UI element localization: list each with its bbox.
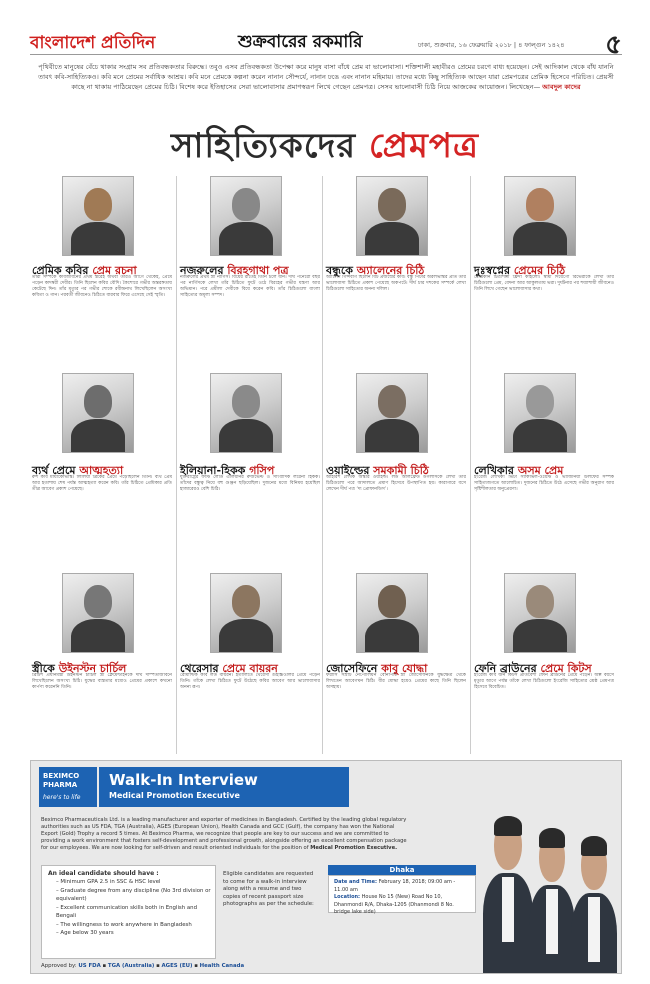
headline-part-1: থেরেসার bbox=[180, 662, 219, 675]
newspaper-logo: বাংলাদেশ প্রতিদিন bbox=[30, 33, 156, 53]
approvals: Approved by: US FDA ▪ TGA (Australia) ▪ AGES (EU) ▪ Health Canada bbox=[41, 963, 245, 969]
article-body: ইংরেজ লেখিকা ভিটা স্যাকভিল-ওয়েস্ট ও ভার্জিনিয়া উলফের সম্পর্ক সাহিত্যজগতে আলোচিত। দুজনের চিঠিতে উঠে এসেছে গভীর অনুরাগ আর সৃষ্টিশীলতার অনুপ্রেরণা। bbox=[474, 475, 614, 492]
requirement-item: – Graduate degree from any discipline (No 3rd division or equivalent) bbox=[56, 887, 215, 904]
date-label: Date and Time: bbox=[334, 879, 378, 885]
approved-label: Approved by: bbox=[41, 963, 77, 969]
ad-person-photo bbox=[529, 823, 575, 974]
headline-part-2: প্রেমে কিটস bbox=[540, 662, 592, 675]
headline-part-2: সমকামী চিঠি bbox=[373, 464, 429, 477]
headline-part-1: নজরুলের bbox=[180, 264, 224, 277]
venue-city: Dhaka bbox=[328, 865, 476, 875]
requirement-item: – The willingness to work anywhere in Bangladesh bbox=[56, 921, 215, 930]
date-value: February 18, 2018; 09:00 am - 11.00 am bbox=[334, 879, 456, 893]
title-part-1: সাহিত্যিকদের bbox=[171, 126, 357, 166]
headline-part-1: স্ত্রীকে bbox=[32, 662, 55, 675]
portrait-photo bbox=[62, 373, 134, 453]
logo-line-2: PHARMA bbox=[43, 781, 78, 789]
venue-box bbox=[328, 875, 476, 913]
requirement-item: – Minimum GPA 2.5 in SSC & HSC level bbox=[56, 878, 215, 887]
portrait-photo bbox=[210, 176, 282, 256]
ad-body bbox=[41, 817, 409, 852]
headline-part-1: বন্ধুকে bbox=[326, 264, 353, 277]
portrait-photo bbox=[356, 573, 428, 653]
title-part-2: প্রেমপত্র bbox=[368, 126, 479, 166]
candidate-box bbox=[41, 865, 216, 959]
headline-part-2: প্রেমের চিঠি bbox=[513, 264, 566, 277]
agency-health-canada: Health Canada bbox=[199, 963, 245, 969]
article-body: নজরুলের প্রথম স্ত্রী নার্গিস। বিয়ের রাতেই তিনি চলে যান। দীর্ঘ পনেরো বছর পর নার্গিসকে লেখা তাঁর চিঠিতে ফুটে ওঠে বিরহের গভীর যন্ত্রণা আর অভিমান। পরে প্রমীলা দেবীকে বিয়ে করেন কবি। তাঁর চিঠিগুলো বাংলা সাহিত্যের অমূল্য সম্পদ। bbox=[180, 275, 320, 298]
masthead bbox=[30, 28, 622, 60]
column-divider bbox=[470, 176, 471, 754]
ad-position: Medical Promotion Executive. bbox=[310, 845, 398, 851]
author-name: আবদুল কাদের bbox=[542, 83, 581, 91]
column-divider bbox=[322, 176, 323, 754]
portrait-photo bbox=[504, 573, 576, 653]
article-body: ফরাসি সম্রাট নেপোলিয়ন বোনাপার্ট স্ত্রী জোসেফিনকে যুদ্ধক্ষেত্র থেকে লিখতেন আবেগঘন চিঠি। বীর যোদ্ধা হয়েও প্রেমের কাছে তিনি ছিলেন অসহায়। bbox=[326, 673, 466, 690]
headline-part-2: প্রেম রচনা bbox=[92, 264, 137, 277]
headline-part-2: গসিপ bbox=[249, 464, 275, 477]
intro-text: পৃথিবীতে মানুষের বেঁচে থাকার সংগ্রাম সব প্রতিবন্ধকতার বিরুদ্ধে। তবুও এসব প্রতিবন্ধকতা উপেক্ষা করে মানুষ বাসা বাঁধে প্রেম বা ভালোবাসা। শক্তিশালী মহাবীরও প্রেমের চরণে বাধ্য হয়েছেন। সেই আদিকাল থেকে বাঁধ যাননি তাবৎ কবি-সাহিত্যিকও। কবি মনে প্রেমের সর্বাধিক আশ্রয়। কবি মনে প্রেমকে কল্পনা করেন নানান সৌন্দর্যে, নানান ঢঙে এবং নানান মহিমায়। তাদের মধ্যে কিছু সাহিত্যিক আছেন যারা প্রেমপত্রের প্রেমিক হিসেবে পরিচিত। প্রেয়সী কাছে না থাকায় পাঠিয়েছেন প্রেমের চিঠি। বিশেষ করে ইতিহাসের সেরা ভালোবাসার প্রমাণস্বরূপ লিখে গেছেন প্রেমপত্র। সেসব ভালোবাসী চিঠি নিয়ে আজকের আয়োজন। লিখেছেন— bbox=[38, 63, 614, 91]
portrait-photo bbox=[62, 176, 134, 256]
headline-part-2: বিরহগাথা পত্র bbox=[227, 264, 289, 277]
location-value: House No 15 (New) Road No 10, Dhanmondi R/A, Dhaka-1205 (Dhanmondi 8 No. bridge lake side) bbox=[334, 894, 454, 915]
headline-part-2: অসম প্রেম bbox=[517, 464, 564, 477]
intro-paragraph bbox=[32, 62, 620, 92]
page-number: ৫ bbox=[605, 30, 622, 60]
ad-subheading: Medical Promotion Executive bbox=[109, 791, 240, 800]
headline-part-2: উইনস্টন চার্চিল bbox=[58, 662, 127, 675]
logo-tagline: here's to life bbox=[43, 794, 81, 801]
article-body: রুশ কবি মায়াকোভস্কি। লিলিয়া ব্রিকের প্রেমে পড়েছিলেন তিনি। ব্যর্থ প্রেম আর হতাশায় শেষ পর্যন্ত আত্মহত্যা করেন কবি। তাঁর চিঠিতে প্রেমিকার প্রতি তীব্র আবেগ প্রকাশ পেয়েছে। bbox=[32, 475, 172, 492]
headline-part-1: দুঃস্বপ্নের bbox=[474, 264, 511, 277]
feature-title bbox=[0, 120, 650, 177]
dateline: ঢাকা, শুক্রবার, ১৬ ফেব্রুয়ারি ২০১৮ | ৪ ফাল্গুন ১৪২৪ bbox=[418, 41, 565, 49]
headline-part-1: প্রেমিক কবির bbox=[32, 264, 89, 277]
article-body: যুক্তরাষ্ট্রের ফার্স্ট লেডি এলিয়ানর রুজভেল্ট ও সাংবাদিক লরেনা হিকক। তাঁদের বন্ধুত্ব নিয়ে বহু গুঞ্জন ছড়িয়েছিল। দুজনের মধ্যে বিনিময় হয়েছিল হাজারেরও বেশি চিঠি। bbox=[180, 475, 320, 492]
column-divider bbox=[176, 176, 177, 754]
headline-part-1: লেখিকার bbox=[474, 464, 514, 477]
portrait-photo bbox=[504, 373, 576, 453]
logo-line-1: BEXIMCO bbox=[43, 772, 80, 780]
headline-part-2: আত্মহত্যা bbox=[79, 464, 124, 477]
ad-body-text: Beximco Pharmaceuticals Ltd. is a leading manufacturer and exporter of medicines in Bangladesh. Certified by the leading global regulatory authorities such as US FDA, TGA (Australia), AGES (European Union), Health Canada and GCC (Gulf), the company has won the National Export (Gold) Trophy a record 5 times. At Beximco Pharma, we recognize that people are key to our success and we are committed to providing a work environment that fosters self-development and professional growth, alongside offering an excellent compensation package for our employees. We are now looking for self-driven and result oriented individuals for the position of bbox=[41, 817, 407, 851]
location-label: Location: bbox=[334, 894, 361, 900]
headline-part-1: ব্যর্থ প্রেমে bbox=[32, 464, 76, 477]
portrait-photo bbox=[210, 573, 282, 653]
ad-person-photo bbox=[571, 831, 617, 974]
job-advertisement bbox=[30, 760, 622, 974]
ad-heading-bar bbox=[99, 767, 349, 807]
headline-part-1: জোসেফিনে bbox=[326, 662, 378, 675]
article-body: ব্রিটিশ প্রধানমন্ত্রী উইনস্টন চার্চিল স্ত্রী ক্লেমেন্টাইনকে দীর্ঘ দাম্পত্যজীবনে লিখেছিলেন অসংখ্য চিঠি। যুদ্ধের ব্যস্ততার মধ্যেও প্রেমের প্রকাশে কখনো কার্পণ্য করেননি তিনি। bbox=[32, 673, 172, 690]
agency-ages: AGES (EU) bbox=[161, 963, 193, 969]
headline-part-2: অ্যালেনের চিঠি bbox=[356, 264, 425, 277]
portrait-photo bbox=[210, 373, 282, 453]
agency-us-fda: US FDA bbox=[78, 963, 101, 969]
requirement-item: – Excellent communication skills both in English and Bengali bbox=[56, 904, 215, 921]
headline-part-1: ওয়াইল্ডের bbox=[326, 464, 370, 477]
portrait-photo bbox=[62, 573, 134, 653]
requirement-item: – Age below 30 years bbox=[56, 929, 215, 938]
beximco-logo bbox=[39, 767, 97, 807]
article-body: ইংরেজ কবি জন কিটস প্রতিবেশী ফেনি ব্রাউনের প্রেমে পড়েন। অল্প বয়সে মৃত্যুর আগে পর্যন্ত তাঁকে লেখা চিঠিগুলো ইংরেজি সাহিত্যের শ্রেষ্ঠ প্রেমপত্র হিসেবে বিবেচিত। bbox=[474, 673, 614, 690]
portrait-photo bbox=[504, 176, 576, 256]
ad-person-photo bbox=[483, 811, 533, 974]
ad-heading: Walk-In Interview bbox=[109, 771, 258, 789]
headline-part-1: ফেনি ব্রাউনের bbox=[474, 662, 537, 675]
section-title: শুক্রবারের রকমারি bbox=[238, 32, 363, 52]
article-body: মেক্সিকান চিত্রশিল্পী ফ্রিদা কাহলো। স্বামী দিয়েগো রিভেরাকে লেখা তাঁর চিঠিগুলো প্রেম, বেদনা আর আকুলতায় ভরা। দুর্ঘটনার পর শয্যাশায়ী জীবনেও তিনি লিখে গেছেন ভালোবাসার কথা। bbox=[474, 275, 614, 292]
candidate-title: An ideal candidate should have : bbox=[48, 870, 159, 877]
agency-tga: TGA (Australia) bbox=[107, 963, 155, 969]
article-body: রোমান্টিক কবি লর্ড বায়রন। ইতালিতে থেরেসা গুইচ্চিওলির প্রেমে পড়েন তিনি। তাঁকে লেখা চিঠিতে ফুটে উঠেছে কবির আবেগ আর ভালোবাসার অনন্য রূপ। bbox=[180, 673, 320, 690]
headline-part-2: প্রেমে বায়রন bbox=[222, 662, 278, 675]
article-body: আইরিশ লেখক অস্কার ওয়াইল্ড। লর্ড আলফ্রেড ডগলাসকে লেখা তাঁর চিঠিগুলো পরে আদালতে প্রমাণ হিসেবে উপস্থাপিত হয়। কারাগারে বসে লেখেন দীর্ঘ পত্র ‘দ্য প্রোফানডিস’। bbox=[326, 475, 466, 492]
article-body: অ্যালেন গিন্সবার্গ ছিলেন বিট প্রজন্মের কবি। বন্ধু পিটার অরলভস্কির প্রতি তাঁর ভালোবাসা চিঠিতে প্রকাশ পেয়েছে অকপটে। দীর্ঘ চার দশকের সম্পর্কে লেখা চিঠিগুলো সাহিত্যের অনন্য দলিল। bbox=[326, 275, 466, 292]
requirement-list bbox=[42, 878, 215, 938]
headline-part-1: ইলিয়ানা-হিকক bbox=[180, 464, 246, 477]
article-body: তাঁরা সম্পর্কে কবিজীবনের প্রথম স্তরেই অথবা তারও আগে থেকেই, প্রেমে পড়েন কাদম্বরী দেবীর। তিনি ছিলেন কবির বৌদি। কৈশোরে গভীর অন্তরঙ্গতায় কেটেছে দিন। তাঁর মৃত্যুর পর গভীর শোকে রবীন্দ্রনাথ লিখেছিলেন অসংখ্য কবিতা ও গান। পরবর্তী জীবনেও চিঠিতে বারবার ফিরে এসেছে সেই স্মৃতি। bbox=[32, 275, 172, 298]
headline-part-2: কাবু যোদ্ধা bbox=[381, 662, 428, 675]
eligibility-text: Eligible candidates are requested to come for a walk-in interview along with a resume and two copies of recent passport size photographs as per the schedule: bbox=[223, 871, 314, 907]
portrait-photo bbox=[356, 176, 428, 256]
portrait-photo bbox=[356, 373, 428, 453]
